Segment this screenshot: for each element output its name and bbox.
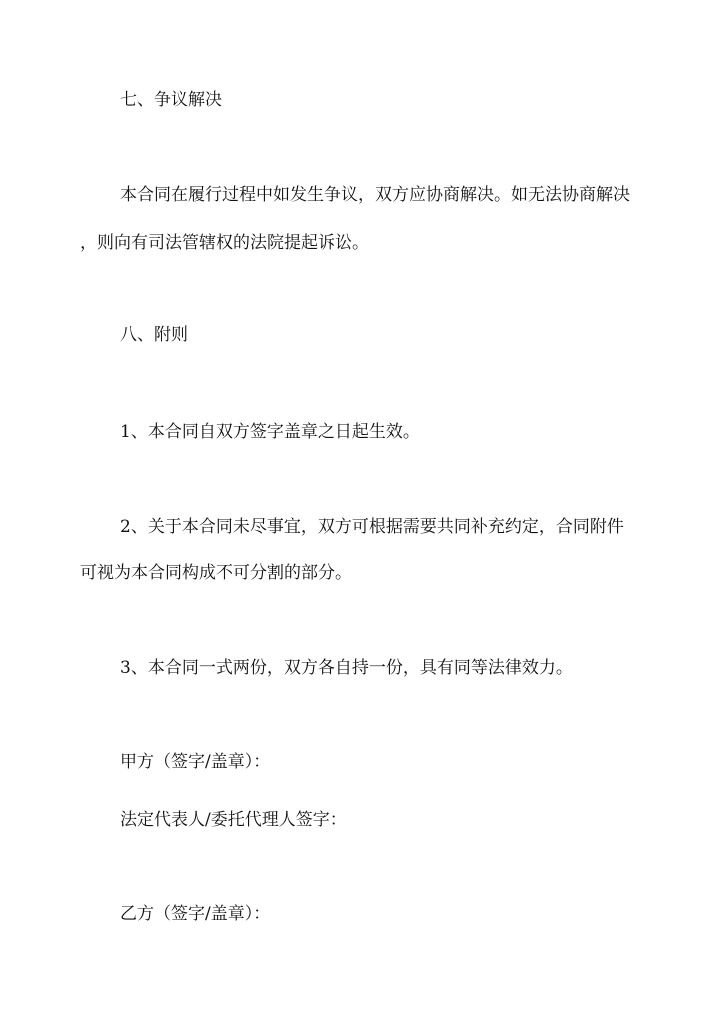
section-7-paragraph-line-1: 本合同在履行过程中如发生争议，双方应协商解决。如无法协商解决: [120, 185, 630, 205]
clause-2-line-2: 可视为本合同构成不可分割的部分。: [80, 563, 352, 583]
section-7-paragraph-line-2: ，则向有司法管辖权的法院提起诉讼。: [80, 233, 369, 253]
party-b-signature-label: 乙方（签字/盖章）：: [120, 904, 271, 924]
clause-3: 3、本合同一式两份，双方各自持一份，具有同等法律效力。: [120, 658, 573, 678]
clause-2-line-1: 2、关于本合同未尽事宜，双方可根据需要共同补充约定，合同附件: [120, 517, 624, 537]
section-8-heading: 八、附则: [120, 325, 188, 345]
party-a-signature-label: 甲方（签字/盖章）：: [120, 752, 271, 772]
representative-signature-label: 法定代表人/委托代理人签字：: [120, 810, 347, 830]
section-7-heading: 七、争议解决: [120, 90, 222, 110]
clause-1: 1、本合同自双方签字盖章之日起生效。: [120, 422, 420, 442]
